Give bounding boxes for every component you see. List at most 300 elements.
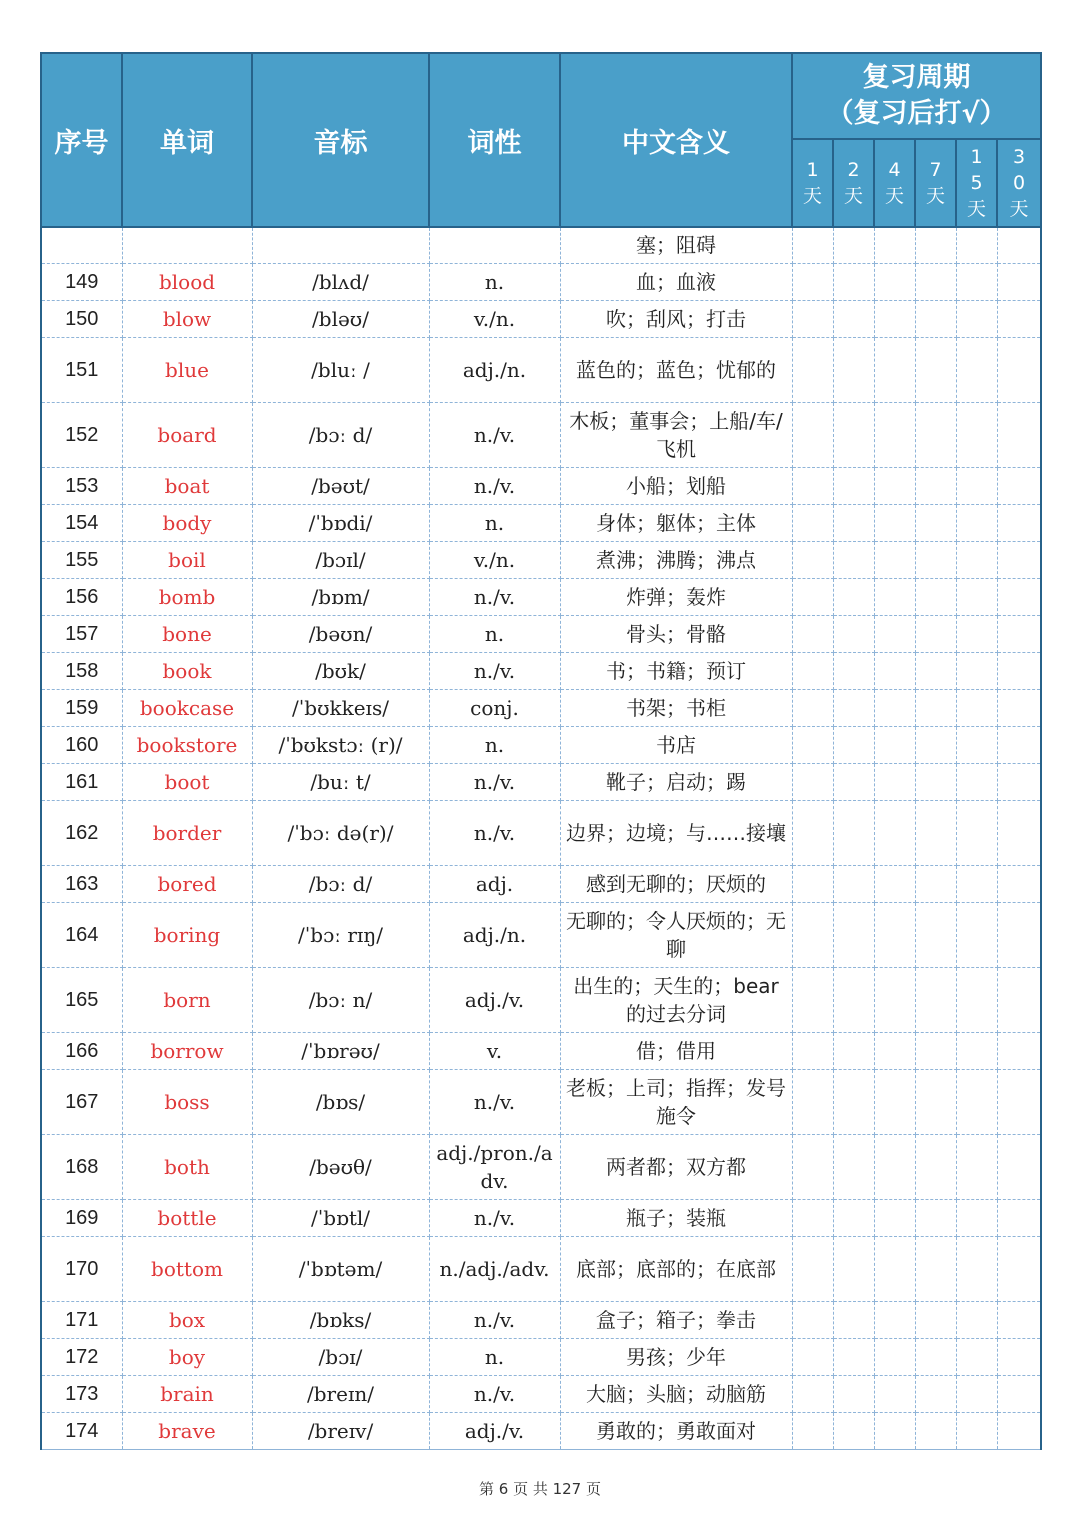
review-checkbox-cell[interactable]: [915, 1375, 956, 1412]
word-cell: body: [122, 504, 252, 541]
pos-cell: n./v.: [429, 402, 560, 467]
review-checkbox-cell[interactable]: [792, 652, 833, 689]
review-checkbox-cell[interactable]: [997, 1236, 1041, 1301]
row-number: 162: [41, 800, 122, 865]
pos-cell: adj./n.: [429, 337, 560, 402]
review-checkbox-cell[interactable]: [915, 800, 956, 865]
word-cell: boy: [122, 1338, 252, 1375]
pos-cell: n./v.: [429, 763, 560, 800]
phonetic-cell: /ˈbɒtl/: [252, 1199, 429, 1236]
review-checkbox-cell[interactable]: [956, 1375, 997, 1412]
row-number: 158: [41, 652, 122, 689]
table-row: [41, 1069, 1041, 1134]
review-checkbox-cell[interactable]: [874, 1375, 915, 1412]
table-row: [41, 1375, 1041, 1412]
review-checkbox-cell[interactable]: [833, 800, 874, 865]
word-cell: border: [122, 800, 252, 865]
review-checkbox-cell[interactable]: [874, 578, 915, 615]
pos-cell: n./v.: [429, 467, 560, 504]
row-number: 157: [41, 615, 122, 652]
phonetic-cell: /ˈbɔː rɪŋ/: [252, 902, 429, 967]
review-checkbox-cell[interactable]: [997, 902, 1041, 967]
header-day-char: 1: [970, 146, 983, 168]
review-checkbox-cell[interactable]: [956, 726, 997, 763]
review-checkbox-cell[interactable]: [833, 902, 874, 967]
pos-cell: v.: [429, 1032, 560, 1069]
review-checkbox-cell[interactable]: [792, 337, 833, 402]
pos-cell: adj.: [429, 865, 560, 902]
review-checkbox-cell[interactable]: [874, 1412, 915, 1449]
meaning-cell: 煮沸；沸腾；沸点: [560, 541, 792, 578]
word-cell: bored: [122, 865, 252, 902]
review-checkbox-cell[interactable]: [874, 800, 915, 865]
row-number: 166: [41, 1032, 122, 1069]
meaning-cell: 身体；躯体；主体: [560, 504, 792, 541]
phonetic-cell: /bɒks/: [252, 1301, 429, 1338]
table-row: [41, 1199, 1041, 1236]
review-checkbox-cell[interactable]: [833, 263, 874, 300]
row-number: 169: [41, 1199, 122, 1236]
review-checkbox-cell[interactable]: [833, 689, 874, 726]
review-checkbox-cell[interactable]: [874, 1069, 915, 1134]
review-checkbox-cell[interactable]: [915, 763, 956, 800]
table-row: [41, 227, 1041, 263]
review-checkbox-cell[interactable]: [997, 337, 1041, 402]
phonetic-cell: /ˈbʊkkeɪs/: [252, 689, 429, 726]
word-cell: boil: [122, 541, 252, 578]
meaning-cell: 借；借用: [560, 1032, 792, 1069]
review-checkbox-cell[interactable]: [874, 1301, 915, 1338]
pos-cell: n./v.: [429, 1301, 560, 1338]
word-cell: blue: [122, 337, 252, 402]
review-checkbox-cell[interactable]: [956, 402, 997, 467]
review-checkbox-cell[interactable]: [997, 1375, 1041, 1412]
pos-cell: n.: [429, 263, 560, 300]
review-checkbox-cell[interactable]: [956, 800, 997, 865]
table-row: [41, 763, 1041, 800]
row-number: 164: [41, 902, 122, 967]
review-checkbox-cell[interactable]: [874, 865, 915, 902]
review-checkbox-cell[interactable]: [997, 800, 1041, 865]
review-checkbox-cell[interactable]: [792, 467, 833, 504]
header-pos: 词性: [429, 53, 560, 227]
review-checkbox-cell[interactable]: [833, 763, 874, 800]
review-checkbox-cell[interactable]: [915, 615, 956, 652]
review-checkbox-cell[interactable]: [915, 1412, 956, 1449]
review-checkbox-cell[interactable]: [997, 467, 1041, 504]
word-cell: born: [122, 967, 252, 1032]
review-checkbox-cell[interactable]: [956, 578, 997, 615]
review-checkbox-cell[interactable]: [997, 763, 1041, 800]
meaning-cell: 男孩；少年: [560, 1338, 792, 1375]
phonetic-cell: /bəʊθ/: [252, 1134, 429, 1199]
page-footer: 第 6 页 共 127 页: [478, 1480, 601, 1498]
review-checkbox-cell[interactable]: [833, 967, 874, 1032]
meaning-cell: 蓝色的；蓝色；忧郁的: [560, 337, 792, 402]
review-checkbox-cell[interactable]: [956, 1069, 997, 1134]
meaning-cell: 大脑；头脑；动脑筋: [560, 1375, 792, 1412]
meaning-cell: 勇敢的；勇敢面对: [560, 1412, 792, 1449]
review-checkbox-cell[interactable]: [833, 402, 874, 467]
review-checkbox-cell[interactable]: [874, 615, 915, 652]
word-cell: bookstore: [122, 726, 252, 763]
review-checkbox-cell[interactable]: [915, 1236, 956, 1301]
pos-cell: n./v.: [429, 800, 560, 865]
review-checkbox-cell[interactable]: [792, 763, 833, 800]
review-checkbox-cell[interactable]: [915, 1199, 956, 1236]
word-cell: brain: [122, 1375, 252, 1412]
review-checkbox-cell[interactable]: [956, 652, 997, 689]
review-checkbox-cell[interactable]: [915, 504, 956, 541]
review-checkbox-cell[interactable]: [833, 1199, 874, 1236]
word-cell: blood: [122, 263, 252, 300]
review-checkbox-cell[interactable]: [833, 541, 874, 578]
meaning-cell: 吹；刮风；打击: [560, 300, 792, 337]
review-checkbox-cell[interactable]: [874, 1199, 915, 1236]
review-checkbox-cell[interactable]: [997, 300, 1041, 337]
review-checkbox-cell[interactable]: [997, 1412, 1041, 1449]
word-cell: box: [122, 1301, 252, 1338]
review-checkbox-cell[interactable]: [915, 227, 956, 263]
pos-cell: adj./n.: [429, 902, 560, 967]
review-checkbox-cell[interactable]: [956, 615, 997, 652]
row-number: 172: [41, 1338, 122, 1375]
review-checkbox-cell[interactable]: [997, 227, 1041, 263]
review-checkbox-cell[interactable]: [956, 337, 997, 402]
review-checkbox-cell[interactable]: [874, 1032, 915, 1069]
review-checkbox-cell[interactable]: [915, 337, 956, 402]
review-checkbox-cell[interactable]: [874, 1236, 915, 1301]
pos-cell: n./v.: [429, 1199, 560, 1236]
review-checkbox-cell[interactable]: [915, 541, 956, 578]
review-checkbox-cell[interactable]: [915, 902, 956, 967]
review-checkbox-cell[interactable]: [956, 763, 997, 800]
review-checkbox-cell[interactable]: [833, 615, 874, 652]
word-cell: boat: [122, 467, 252, 504]
row-number: 150: [41, 300, 122, 337]
review-checkbox-cell[interactable]: [874, 337, 915, 402]
review-checkbox-cell[interactable]: [997, 578, 1041, 615]
review-checkbox-cell[interactable]: [792, 902, 833, 967]
review-checkbox-cell[interactable]: [997, 1338, 1041, 1375]
header-day-char: 7: [929, 159, 942, 181]
review-checkbox-cell[interactable]: [874, 1338, 915, 1375]
review-checkbox-cell[interactable]: [956, 865, 997, 902]
review-checkbox-cell[interactable]: [915, 652, 956, 689]
review-checkbox-cell[interactable]: [833, 1301, 874, 1338]
meaning-cell: 感到无聊的；厌烦的: [560, 865, 792, 902]
review-checkbox-cell[interactable]: [792, 615, 833, 652]
review-checkbox-cell[interactable]: [792, 865, 833, 902]
review-checkbox-cell[interactable]: [956, 1032, 997, 1069]
review-period-note: （复习后打√）: [826, 98, 1007, 129]
review-checkbox-cell[interactable]: [833, 1134, 874, 1199]
review-checkbox-cell[interactable]: [956, 541, 997, 578]
review-checkbox-cell[interactable]: [915, 726, 956, 763]
review-checkbox-cell[interactable]: [792, 541, 833, 578]
row-number: 167: [41, 1069, 122, 1134]
table-row: [41, 800, 1041, 865]
review-checkbox-cell[interactable]: [833, 1412, 874, 1449]
review-checkbox-cell[interactable]: [956, 689, 997, 726]
pos-cell: n.: [429, 504, 560, 541]
review-checkbox-cell[interactable]: [915, 1069, 956, 1134]
word-cell: bomb: [122, 578, 252, 615]
row-number: 151: [41, 337, 122, 402]
header-phonetic: 音标: [252, 53, 429, 227]
table-row: [41, 689, 1041, 726]
review-checkbox-cell[interactable]: [997, 1134, 1041, 1199]
phonetic-cell: /ˈbɒdi/: [252, 504, 429, 541]
phonetic-cell: /ˈbʊkstɔː (r)/: [252, 726, 429, 763]
review-checkbox-cell[interactable]: [997, 504, 1041, 541]
pos-cell: n./v.: [429, 1375, 560, 1412]
table-row: [41, 337, 1041, 402]
review-checkbox-cell[interactable]: [956, 227, 997, 263]
review-checkbox-cell[interactable]: [792, 1338, 833, 1375]
table-row: [41, 578, 1041, 615]
review-checkbox-cell[interactable]: [792, 300, 833, 337]
table-row: [41, 467, 1041, 504]
review-checkbox-cell[interactable]: [833, 865, 874, 902]
row-number: 152: [41, 402, 122, 467]
header-day-char: 天: [925, 185, 945, 207]
review-checkbox-cell[interactable]: [833, 1236, 874, 1301]
table-row: [41, 300, 1041, 337]
phonetic-cell: /ˈbɒtəm/: [252, 1236, 429, 1301]
review-checkbox-cell[interactable]: [792, 1032, 833, 1069]
review-checkbox-cell[interactable]: [915, 1338, 956, 1375]
review-checkbox-cell[interactable]: [833, 337, 874, 402]
row-number: 163: [41, 865, 122, 902]
pos-cell: v./n.: [429, 300, 560, 337]
pos-cell: n./v.: [429, 578, 560, 615]
review-checkbox-cell[interactable]: [915, 1134, 956, 1199]
table-row: [41, 1412, 1041, 1449]
review-checkbox-cell[interactable]: [997, 402, 1041, 467]
review-checkbox-cell[interactable]: [956, 902, 997, 967]
word-cell: boring: [122, 902, 252, 967]
meaning-cell: 血；血液: [560, 263, 792, 300]
review-checkbox-cell[interactable]: [956, 1412, 997, 1449]
header-day-char: 4: [888, 159, 901, 181]
header-day-char: 2: [847, 159, 860, 181]
phonetic-cell: /ˈbɒrəʊ/: [252, 1032, 429, 1069]
review-checkbox-cell[interactable]: [956, 1199, 997, 1236]
table-row: [41, 1301, 1041, 1338]
header-day-0: [792, 139, 833, 227]
review-checkbox-cell[interactable]: [997, 689, 1041, 726]
word-cell: book: [122, 652, 252, 689]
review-checkbox-cell[interactable]: [833, 300, 874, 337]
review-checkbox-cell[interactable]: [997, 1301, 1041, 1338]
review-checkbox-cell[interactable]: [956, 300, 997, 337]
review-checkbox-cell[interactable]: [874, 300, 915, 337]
phonetic-cell: /bɔː n/: [252, 967, 429, 1032]
header-day-char: 3: [1012, 146, 1026, 168]
phonetic-cell: /breɪn/: [252, 1375, 429, 1412]
pos-cell: n.: [429, 615, 560, 652]
meaning-cell: 塞；阻碍: [560, 227, 792, 263]
review-checkbox-cell[interactable]: [874, 902, 915, 967]
phonetic-cell: /bʊk/: [252, 652, 429, 689]
row-number: [41, 227, 122, 263]
phonetic-cell: /breɪv/: [252, 1412, 429, 1449]
review-checkbox-cell[interactable]: [792, 1236, 833, 1301]
pos-cell: [429, 227, 560, 263]
review-checkbox-cell[interactable]: [874, 227, 915, 263]
review-checkbox-cell[interactable]: [915, 263, 956, 300]
word-cell: bookcase: [122, 689, 252, 726]
word-cell: [122, 227, 252, 263]
meaning-cell: 炸弹；轰炸: [560, 578, 792, 615]
review-checkbox-cell[interactable]: [792, 504, 833, 541]
review-checkbox-cell[interactable]: [833, 227, 874, 263]
review-checkbox-cell[interactable]: [792, 1134, 833, 1199]
review-checkbox-cell[interactable]: [915, 467, 956, 504]
review-checkbox-cell[interactable]: [997, 865, 1041, 902]
review-checkbox-cell[interactable]: [792, 1375, 833, 1412]
review-checkbox-cell[interactable]: [915, 865, 956, 902]
word-cell: boot: [122, 763, 252, 800]
review-checkbox-cell[interactable]: [956, 504, 997, 541]
review-checkbox-cell[interactable]: [833, 1338, 874, 1375]
review-checkbox-cell[interactable]: [874, 726, 915, 763]
review-checkbox-cell[interactable]: [874, 689, 915, 726]
review-checkbox-cell[interactable]: [997, 1069, 1041, 1134]
review-checkbox-cell[interactable]: [792, 227, 833, 263]
pos-cell: adj./v.: [429, 1412, 560, 1449]
word-cell: bottle: [122, 1199, 252, 1236]
meaning-cell: 底部；底部的；在底部: [560, 1236, 792, 1301]
table-body: [41, 227, 1041, 1449]
review-checkbox-cell[interactable]: [833, 578, 874, 615]
review-checkbox-cell[interactable]: [833, 504, 874, 541]
review-checkbox-cell[interactable]: [833, 1069, 874, 1134]
meaning-cell: 两者都；双方都: [560, 1134, 792, 1199]
review-checkbox-cell[interactable]: [997, 967, 1041, 1032]
pos-cell: adj./pron./adv.: [429, 1134, 560, 1199]
review-checkbox-cell[interactable]: [956, 1134, 997, 1199]
header-day-char: 天: [1009, 198, 1029, 220]
row-number: 153: [41, 467, 122, 504]
review-checkbox-cell[interactable]: [792, 263, 833, 300]
table-row: [41, 504, 1041, 541]
review-checkbox-cell[interactable]: [792, 578, 833, 615]
review-checkbox-cell[interactable]: [792, 800, 833, 865]
review-checkbox-cell[interactable]: [874, 541, 915, 578]
table-row: [41, 652, 1041, 689]
row-number: 174: [41, 1412, 122, 1449]
table-row: [41, 726, 1041, 763]
review-checkbox-cell[interactable]: [915, 689, 956, 726]
table-row: [41, 615, 1041, 652]
review-checkbox-cell[interactable]: [792, 1301, 833, 1338]
review-checkbox-cell[interactable]: [997, 615, 1041, 652]
table-row: [41, 1338, 1041, 1375]
review-checkbox-cell[interactable]: [833, 467, 874, 504]
meaning-cell: 靴子；启动；踢: [560, 763, 792, 800]
review-checkbox-cell[interactable]: [833, 652, 874, 689]
review-checkbox-cell[interactable]: [874, 652, 915, 689]
vocabulary-table: [40, 52, 1042, 1450]
review-checkbox-cell[interactable]: [915, 1301, 956, 1338]
review-checkbox-cell[interactable]: [915, 1032, 956, 1069]
review-checkbox-cell[interactable]: [792, 689, 833, 726]
phonetic-cell: /bɔɪl/: [252, 541, 429, 578]
review-checkbox-cell[interactable]: [956, 967, 997, 1032]
review-checkbox-cell[interactable]: [997, 726, 1041, 763]
review-checkbox-cell[interactable]: [874, 967, 915, 1032]
review-checkbox-cell[interactable]: [915, 300, 956, 337]
pos-cell: n./adj./adv.: [429, 1236, 560, 1301]
review-checkbox-cell[interactable]: [915, 402, 956, 467]
header-day-char: 0: [1012, 172, 1026, 194]
header-day-1: [833, 139, 874, 227]
review-checkbox-cell[interactable]: [956, 263, 997, 300]
review-checkbox-cell[interactable]: [956, 1301, 997, 1338]
phonetic-cell: /bɔː d/: [252, 865, 429, 902]
review-checkbox-cell[interactable]: [997, 1032, 1041, 1069]
review-checkbox-cell[interactable]: [792, 726, 833, 763]
review-checkbox-cell[interactable]: [792, 1199, 833, 1236]
review-checkbox-cell[interactable]: [833, 726, 874, 763]
review-checkbox-cell[interactable]: [874, 763, 915, 800]
meaning-cell: 瓶子；装瓶: [560, 1199, 792, 1236]
review-checkbox-cell[interactable]: [833, 1375, 874, 1412]
phonetic-cell: /bɔɪ/: [252, 1338, 429, 1375]
phonetic-cell: /bluː /: [252, 337, 429, 402]
review-checkbox-cell[interactable]: [915, 967, 956, 1032]
table-row: [41, 1236, 1041, 1301]
table-row: [41, 1032, 1041, 1069]
review-checkbox-cell[interactable]: [792, 1412, 833, 1449]
review-checkbox-cell[interactable]: [833, 1032, 874, 1069]
review-checkbox-cell[interactable]: [956, 467, 997, 504]
review-checkbox-cell[interactable]: [915, 578, 956, 615]
word-cell: bone: [122, 615, 252, 652]
review-checkbox-cell[interactable]: [792, 402, 833, 467]
row-number: 149: [41, 263, 122, 300]
review-checkbox-cell[interactable]: [956, 1338, 997, 1375]
header-day-char: 天: [966, 198, 986, 220]
review-checkbox-cell[interactable]: [997, 652, 1041, 689]
row-number: 156: [41, 578, 122, 615]
row-number: 161: [41, 763, 122, 800]
review-checkbox-cell[interactable]: [874, 1134, 915, 1199]
review-checkbox-cell[interactable]: [997, 1199, 1041, 1236]
review-checkbox-cell[interactable]: [792, 967, 833, 1032]
phonetic-cell: /blʌd/: [252, 263, 429, 300]
review-checkbox-cell[interactable]: [997, 263, 1041, 300]
review-checkbox-cell[interactable]: [997, 541, 1041, 578]
phonetic-cell: /bɔː d/: [252, 402, 429, 467]
meaning-cell: 老板；上司；指挥；发号施令: [560, 1069, 792, 1134]
review-checkbox-cell[interactable]: [956, 1236, 997, 1301]
review-checkbox-cell[interactable]: [792, 1069, 833, 1134]
row-number: 155: [41, 541, 122, 578]
meaning-cell: 小船；划船: [560, 467, 792, 504]
review-checkbox-cell[interactable]: [874, 402, 915, 467]
review-checkbox-cell[interactable]: [874, 504, 915, 541]
review-checkbox-cell[interactable]: [874, 263, 915, 300]
table-row: [41, 402, 1041, 467]
header-day-char: 5: [970, 172, 983, 194]
word-cell: borrow: [122, 1032, 252, 1069]
review-checkbox-cell[interactable]: [874, 467, 915, 504]
meaning-cell: 书店: [560, 726, 792, 763]
table-row: [41, 541, 1041, 578]
